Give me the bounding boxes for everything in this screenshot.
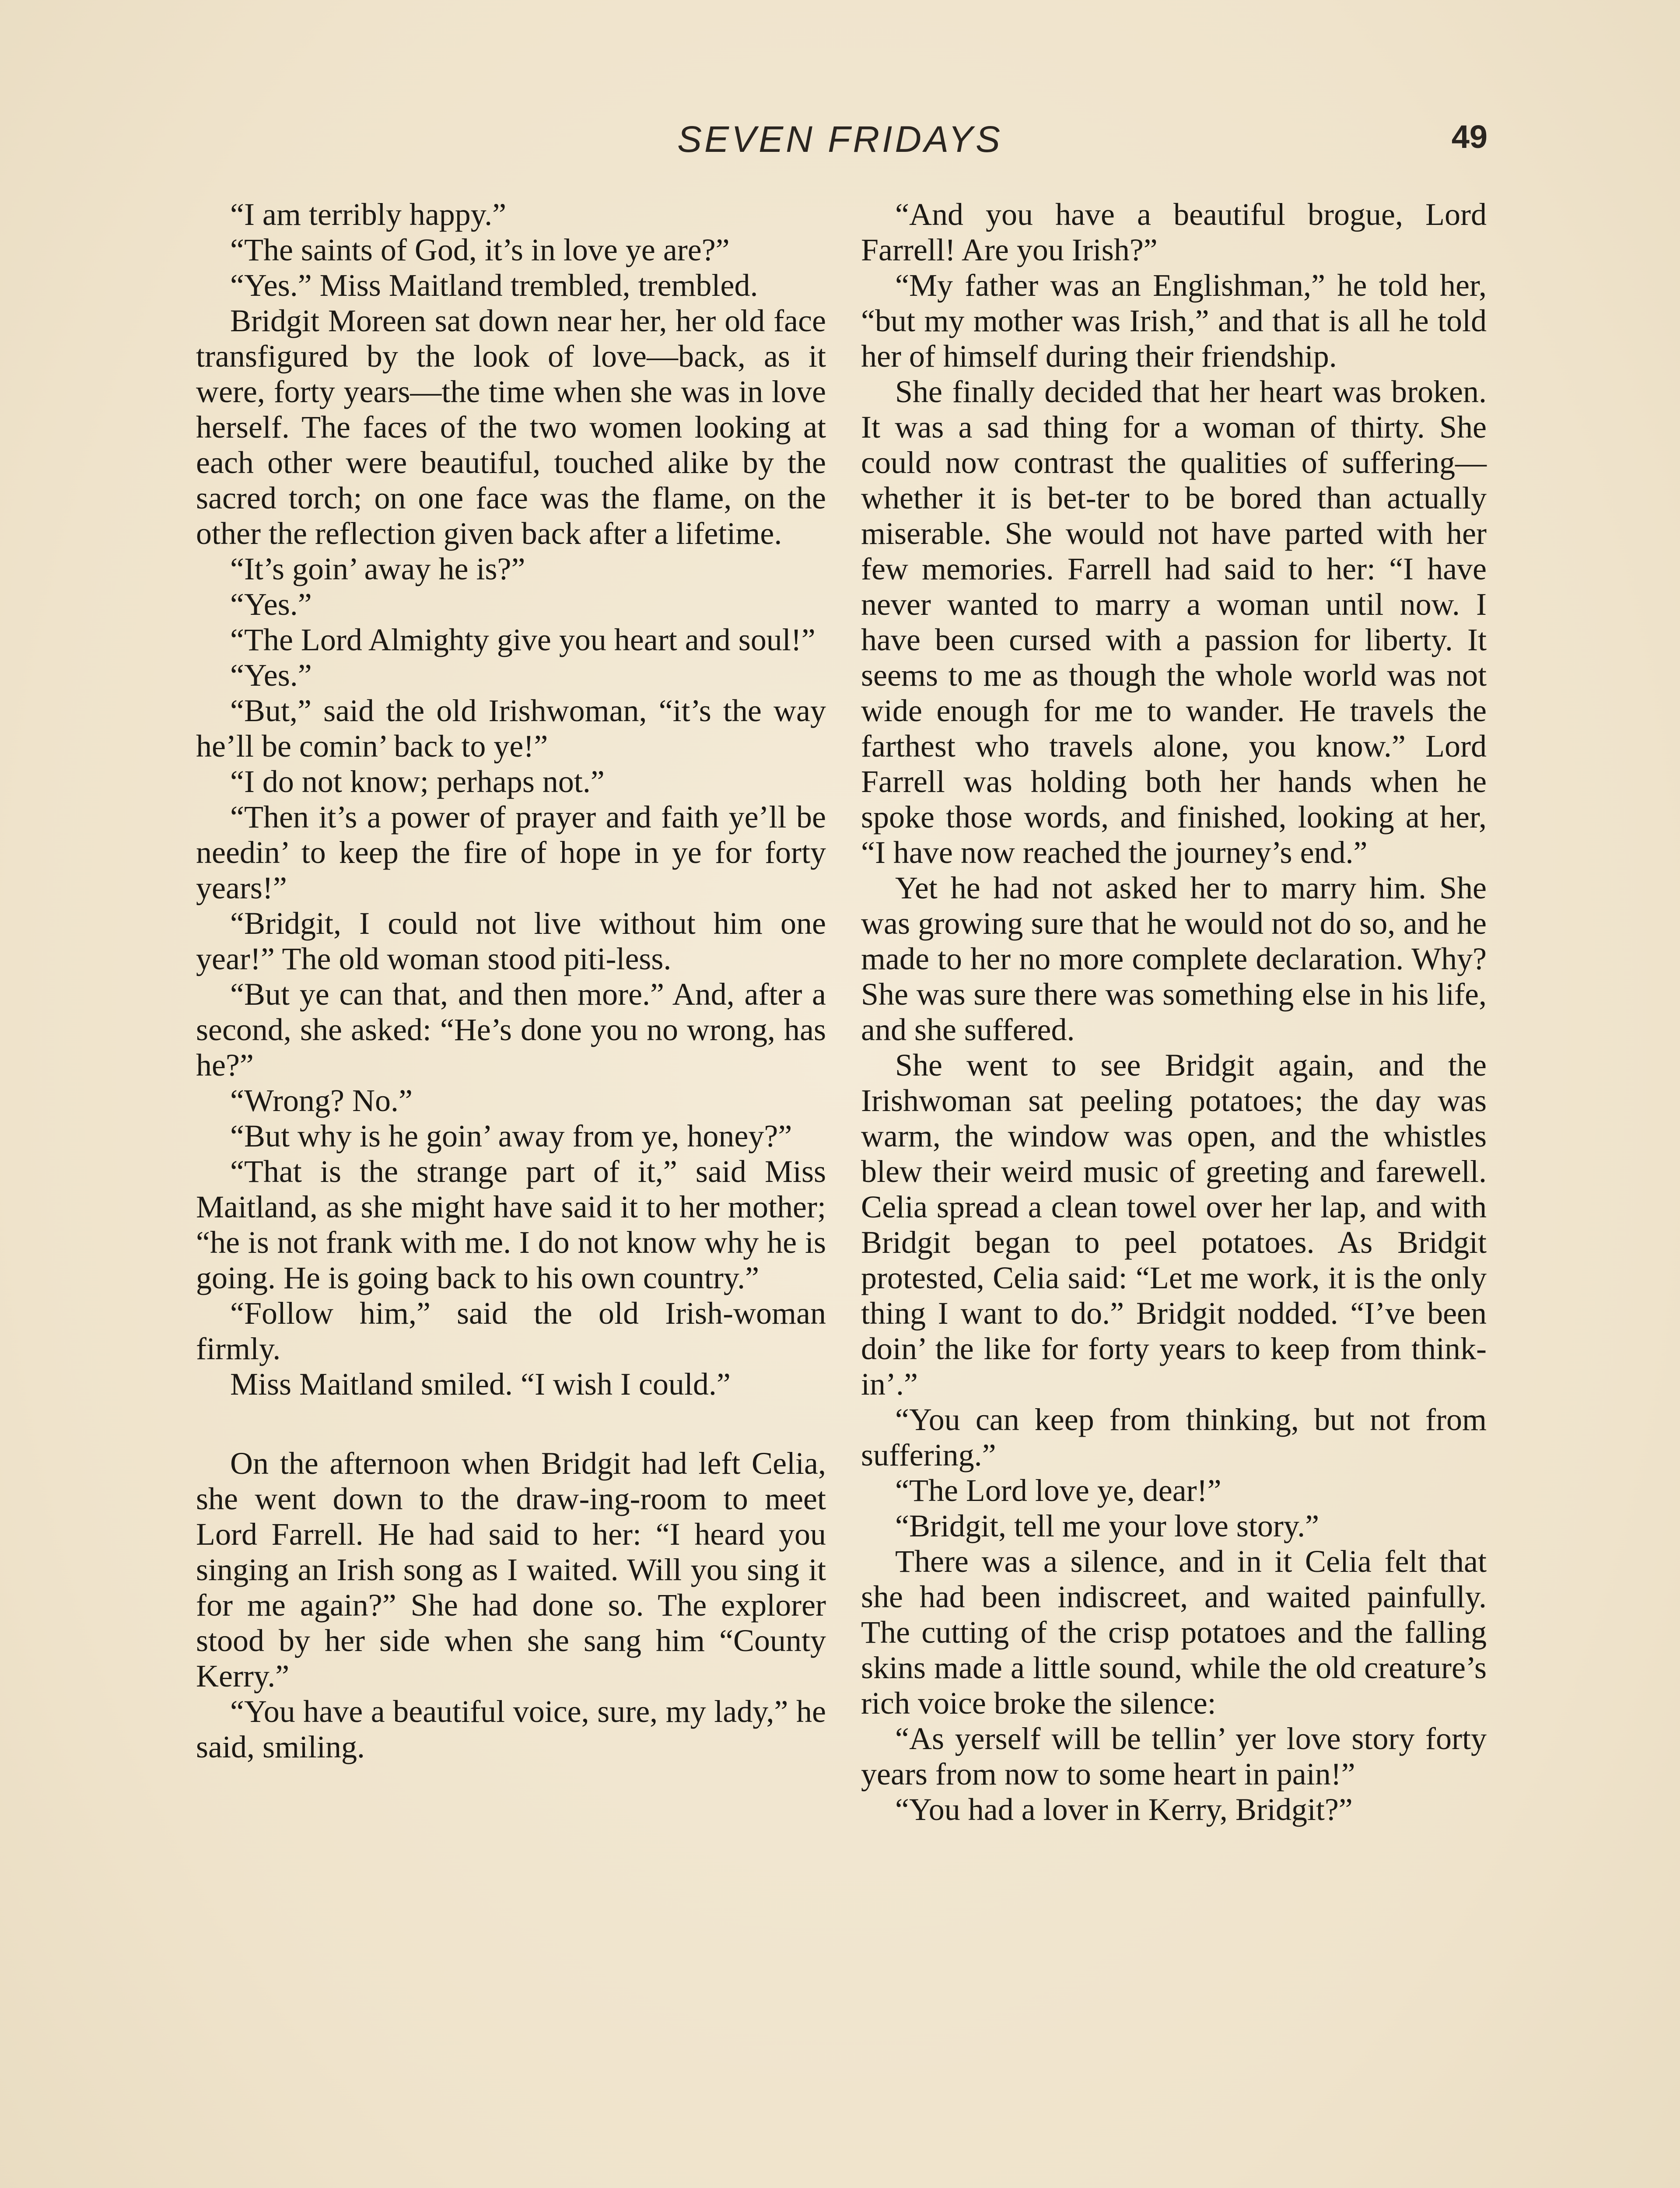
paragraph: “Yes.” Miss Maitland trembled, trembled. [230,268,758,303]
paragraph: “The Lord Almighty give you heart and soul!” [230,622,816,657]
paragraph: “But why is he goin’ away from ye, honey?” [230,1119,792,1154]
paragraph: On the afternoon when Bridgit had left Celia, she went down to the draw-ing-room to meet Lord Farrell. He had said to her: “I heard you singing an Irish song as I waited. Will you sing it for me again?” She had done so. The explorer stood by her side when she sang him “County Kerry.” [196,1446,826,1694]
paragraph: “You had a lover in Kerry, Bridgit?” [895,1792,1353,1827]
paragraph: She finally decided that her heart was broken. It was a sad thing for a woman of thirty. She could now contrast the qualities of suffering—whether it is bet-ter to be bored than actually miserable. She would not have parted with her few memories. Farrell had said to her: “I have never wanted to marry a woman until now. I have been cursed with a passion for liberty. It seems to me as though the whole world was not wide enough for me to wander. He travels the farthest who travels alone, you know.” Lord Farrell was holding both her hands when he spoke those words, and finished, looking at her, “I have now reached the journey’s end.” [861,374,1487,870]
page-number: 49 [1451,119,1488,155]
paragraph: “I do not know; perhaps not.” [230,764,605,799]
paragraph: “You can keep from thinking, but not from suffering.” [861,1402,1487,1473]
paragraph: “Bridgit, I could not live without him one year!” The old woman stood piti-less. [196,906,826,976]
paragraph: “I am terribly happy.” [230,197,507,232]
paragraph: Yet he had not asked her to marry him. She was growing sure that he would not do so, and he made to her no more complete declaration. Why? She was sure there was something else in his life, and she suffered. [861,870,1487,1047]
paragraph: “Follow him,” said the old Irish-woman firmly. [196,1296,826,1366]
left-column [196,197,826,1765]
paragraph: “But ye can that, and then more.” And, after a second, she asked: “He’s done you no wrong, has he?” [196,977,826,1083]
paragraph: “The saints of God, it’s in love ye are?” [230,232,730,267]
paragraph: “Bridgit, tell me your love story.” [895,1508,1320,1543]
paragraph: There was a silence, and in it Celia felt that she had been indiscreet, and waited painfully. The cutting of the crisp potatoes and the falling skins made a little sound, while the old creature’s rich voice broke the silence: [861,1544,1487,1721]
page-header [192,118,1488,166]
paragraph: “Then it’s a power of prayer and faith ye’ll be needin’ to keep the fire of hope in ye for forty years!” [196,799,826,905]
paragraph: “It’s goin’ away he is?” [230,551,525,586]
paragraph: “You have a beautiful voice, sure, my lady,” he said, smiling. [196,1694,826,1764]
paragraph: “That is the strange part of it,” said Miss Maitland, as she might have said it to her mother; “he is not frank with me. I do not know why he is going. He is going back to his own country.” [196,1154,826,1295]
paragraph: “As yerself will be tellin’ yer love story forty years from now to some heart in pain!” [861,1721,1487,1792]
paragraph: She went to see Bridgit again, and the Irishwoman sat peeling potatoes; the day was warm, the window was open, and the whistles blew their weird music of greeting and farewell. Celia spread a clean towel over her lap, and with Bridgit began to peel potatoes. As Bridgit protested, Celia said: “Let me work, it is the only thing I want to do.” Bridgit nodded. “I’ve been doin’ the like for forty years to keep from think-in’.” [861,1048,1487,1402]
paragraph: “Yes.” [230,587,312,622]
paragraph: Miss Maitland smiled. “I wish I could.” [230,1367,731,1402]
paragraph: “Wrong? No.” [230,1083,413,1118]
paragraph: “My father was an Englishman,” he told her, “but my mother was Irish,” and that is all he told her of himself during their friendship. [861,268,1487,374]
paragraph: “And you have a beautiful brogue, Lord Farrell! Are you Irish?” [861,197,1487,267]
paragraph: “But,” said the old Irishwoman, “it’s the way he’ll be comin’ back to ye!” [196,693,826,764]
paragraph: “Yes.” [230,658,312,693]
paragraph: “The Lord love ye, dear!” [895,1473,1222,1508]
paragraph: Bridgit Moreen sat down near her, her old face transfigured by the look of love—back, as it were, forty years—the time when she was in love herself. The faces of the two women looking at each other were beautiful, touched alike by the sacred torch; on one face was the flame, on the other the reflection given back after a lifetime. [196,303,826,551]
running-title: SEVEN FRIDAYS [677,119,1003,160]
right-column [861,197,1487,1827]
section-break [196,1402,826,1446]
